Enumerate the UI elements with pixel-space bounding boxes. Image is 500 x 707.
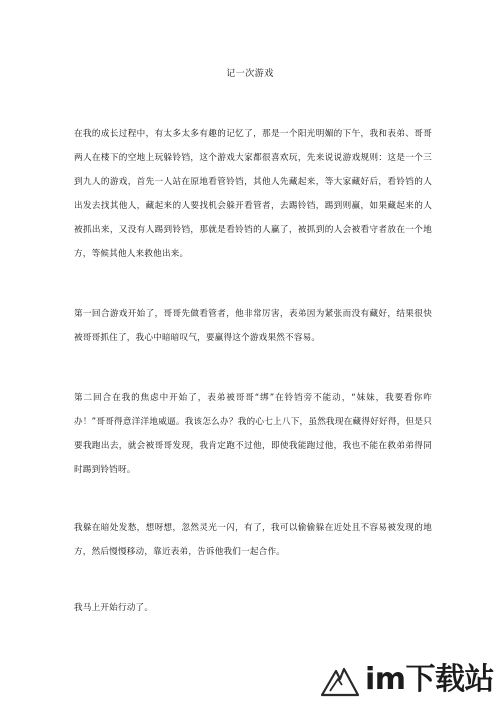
watermark — [318, 661, 494, 699]
paragraph: 我马上开始行动了。 — [74, 602, 154, 613]
paragraph: 在我的成长过程中，有太多太多有趣的记忆了，那是一个阳光明媚的下午，我和表弟、哥哥两人在楼下的空地上玩躲铃铛，这个游戏大家都很喜欢玩，先来说说游戏规则：这是一个三到九人的游戏，首先一人站在原地看管铃铛，其他人先藏起来，等大家藏好后，看铃铛的人出发去找其他人，藏起来的人要找机会躲开看管者，去踢铃铛，踢到则赢，如果藏起来的人被抓出来，又没有人踢到铃铛，那就是看铃铛的人赢了，被抓到的人会被看守者放在一个地方，等候其他人来救他出来。 — [74, 128, 432, 259]
im-logo-icon — [318, 661, 362, 699]
document-title: 记一次游戏 — [226, 69, 274, 79]
paragraph: 第一回合游戏开始了，哥哥先做看管者，他非常厉害，表弟因为紧张而没有藏好，结果很快被哥哥抓住了，我心中暗暗叹气，要赢得这个游戏果然不容易。 — [74, 308, 432, 343]
paragraph: 我躲在暗处发愁，想呀想，忽然灵光一闪，有了，我可以偷偷躲在近处且不容易被发现的地方，然后慢慢移动，靠近表弟，告诉他我们一起合作。 — [74, 522, 432, 557]
paragraph: 第二回合在我的焦虑中开始了，表弟被哥哥“绑”在铃铛旁不能动，“妹妹，我要看你咋办！”哥哥得意洋洋地威逼。我该怎么办？我的心七上八下，虽然我现在藏得好好得，但是只要我跑出去，就会被哥哥发现，我肯定跑不过他，即使我能跑过他，我也不能在救弟弟得同时踢到铃铛呀。 — [74, 392, 432, 475]
watermark-text: im下载站 — [364, 662, 494, 697]
